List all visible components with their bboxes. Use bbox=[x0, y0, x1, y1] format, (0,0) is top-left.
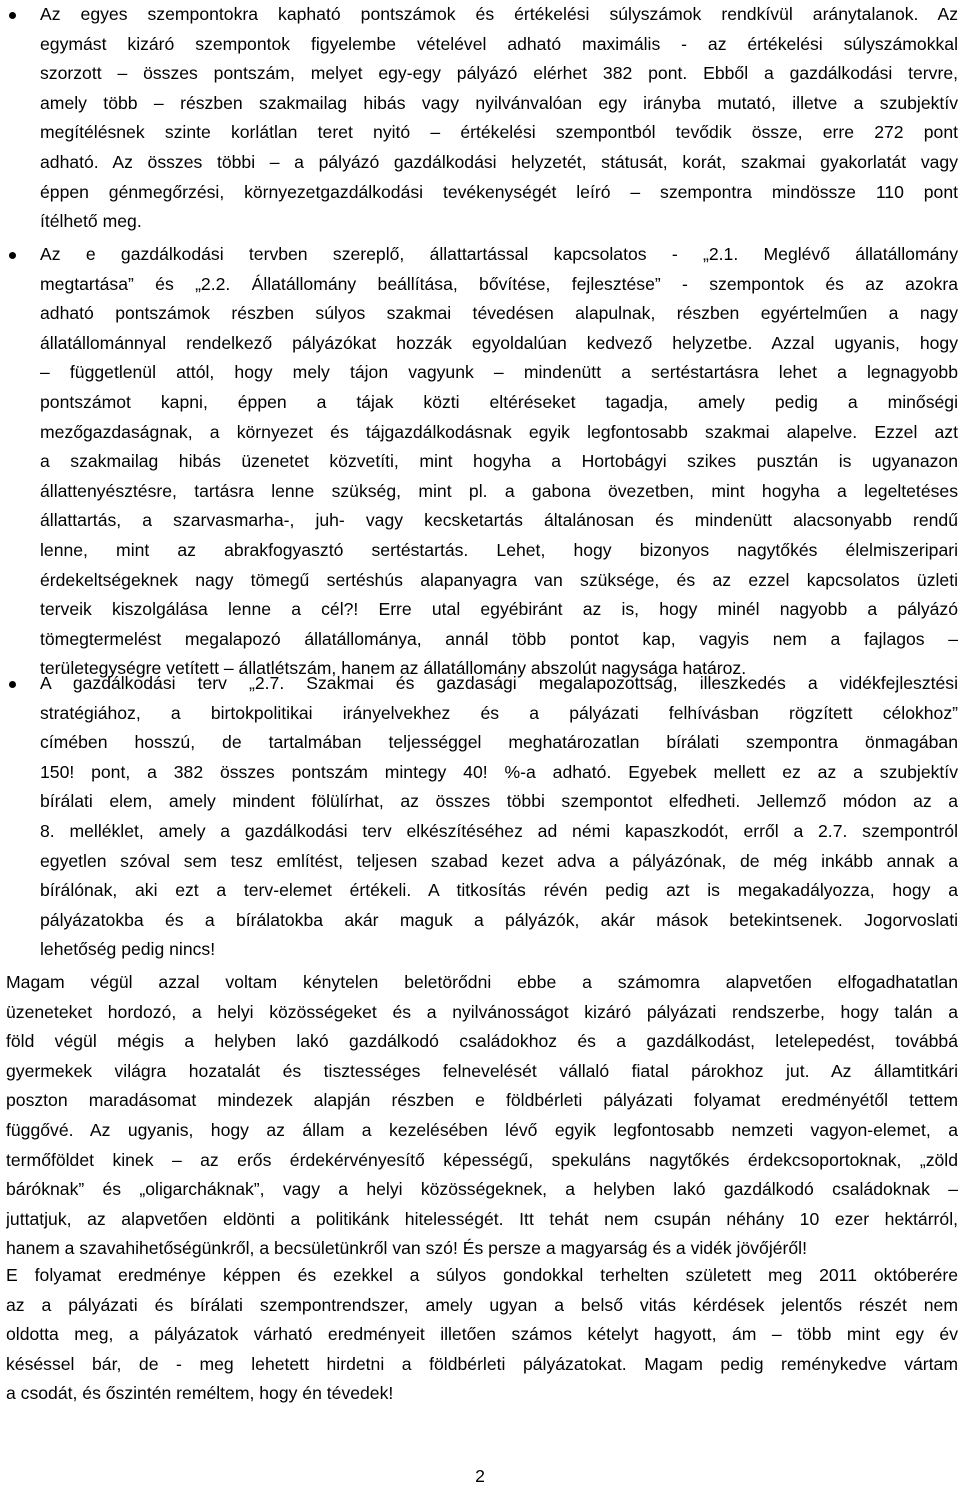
text-line: Az e gazdálkodási tervben szereplő, állattartással kapcsolatos - „2.1. Meglévő állatállomány bbox=[40, 244, 958, 264]
text-line: a csodát, és őszintén reméltem, hogy én tévedek! bbox=[6, 1383, 394, 1404]
text-line: 150! pont, a 382 összes pontszám mintegy 40! %-a adható. Egyebek mellett ez az a szubjektív bbox=[40, 761, 958, 782]
text-line: föld végül mégis a helyben lakó gazdálkodó családokhoz és a gazdálkodást, letelepedést, továbbá bbox=[6, 1031, 958, 1052]
paragraph bbox=[6, 968, 958, 1264]
text-line: üzeneteket hordozó, a helyi közösségeket és a nyilvánosságot kizáró pályázati rendszerbe, hogy talán a bbox=[6, 1001, 958, 1022]
text-line: stratégiához, a birtokpolitikai irányelvekhez és a pályázati felhívásban rögzített célokhoz” bbox=[40, 702, 958, 723]
text-line: juttatjuk, az alapvetően eldönti a politikánk hitelességét. Itt tehát nem csupán néhány 10 ezer hektárról, bbox=[6, 1208, 958, 1229]
text-line: hanem a szavahihetőségünkről, a becsületünkről van szó! És persze a magyarság és a vidék jövőjéről! bbox=[6, 1238, 807, 1259]
text-line: amely több – részben szakmailag hibás vagy nyilvánvalóan egy irányba mutató, illetve a szubjektív bbox=[40, 92, 958, 113]
bullet-dot-icon bbox=[9, 681, 16, 688]
text-line: gyermekek világra hozatalát és tisztességes felnevelését vállaló fiatal párokhoz jut. Az államtitkári bbox=[6, 1060, 958, 1081]
text-line: állatállománnyal rendelkező pályázókat hozzák egyoldalúan kedvező helyzetbe. Azzal ugyanis, hogy bbox=[40, 332, 958, 353]
text-line: termőföldet kinek – az erős érdekérvényesítő képességű, spekuláns nagytőkés érdekcsoportoknak, „zöld bbox=[6, 1149, 958, 1170]
bullet-text bbox=[40, 240, 958, 684]
text-line: bírálati elem, amely mindent fölülírhat, az összes többi szempontot elfedheti. Jellemző módon az a bbox=[40, 791, 958, 812]
text-line: báróknak” és „oligarcháknak”, vagy a helyi közösségeknek, a helyben lakó gazdálkodó családoknak – bbox=[6, 1179, 958, 1200]
bullet-text bbox=[40, 0, 958, 237]
text-line: E folyamat eredménye képpen és ezekkel a súlyos gondokkal terhelten született meg 2011 októberére bbox=[6, 1265, 958, 1285]
text-line: állattenyésztésre, tartásra lenne szükség, mint pl. a gabona övezetben, mint hogyha a legeltetéses bbox=[40, 480, 958, 501]
text-line: Az egyes szempontokra kapható pontszámok és értékelési súlyszámok rendkívül aránytalanok. Az bbox=[40, 4, 958, 24]
text-line: késéssel bár, de - meg lehetett hirdetni a földbérleti pályázatokat. Magam pedig reménykedve vártam bbox=[6, 1353, 958, 1374]
text-line: ítélhető meg. bbox=[40, 211, 142, 232]
text-line: éppen génmegőrzési, környezetgazdálkodási tevékenységét leíró – szempontra mindössze 110 pont bbox=[40, 181, 958, 202]
text-line: 8. melléklet, amely a gazdálkodási terv elkészítéséhez ad némi kapaszkodót, erről a 2.7. szempontról bbox=[40, 820, 958, 841]
text-line: területegységre vetített – állatlétszám, hanem az állatállomány abszolút nagysága határoz. bbox=[40, 658, 747, 679]
text-line: megítélésnek szinte korlátlan teret nyitó – értékelési szempontból tevődik össze, erre 272 pont bbox=[40, 122, 958, 143]
text-line: lehetőség pedig nincs! bbox=[40, 939, 216, 960]
bullet-text bbox=[40, 669, 958, 965]
text-line: terveik kiszolgálása lenne a cél?! Erre utal egyébiránt az is, hogy minél nagyobb a pályázó bbox=[40, 599, 958, 620]
text-line: egyetlen szóval sem tesz említést, teljesen szabad kezet adva a pályázónak, de még inkább annak a bbox=[40, 850, 958, 871]
text-line: poszton maradásomat mindezek alapján részben e földbérleti pályázati folyamat eredményétől tettem bbox=[6, 1090, 958, 1111]
bullet-dot-icon bbox=[9, 252, 16, 259]
text-line: az a pályázati és bírálati szempontrendszer, amely ugyan a belső vitás kérdések jelentős részét nem bbox=[6, 1294, 958, 1315]
text-line: címében hosszú, de tartalmában teljességgel meghatározatlan bírálati szempontra önmagában bbox=[40, 732, 958, 753]
text-line: megtartása” és „2.2. Állatállomány beállítása, bővítése, fejlesztése” - szempontok és az azokra bbox=[40, 273, 958, 294]
text-line: állattartás, a szarvasmarha-, juh- vagy kecsketartás általánosan és mindenütt alacsonyabb rendű bbox=[40, 510, 958, 531]
text-line: A gazdálkodási terv „2.7. Szakmai és gazdasági megalapozottság, illeszkedés a vidékfejlesztési bbox=[40, 673, 958, 693]
text-line: függővé. Az ugyanis, hogy az állam a kezelésében lévő egyik legfontosabb nemzeti vagyon-elemet, a bbox=[6, 1119, 958, 1140]
text-line: adható pontszámok részben súlyos szakmai tévedésen alapulnak, részben egyértelműen a nagy bbox=[40, 303, 958, 324]
text-line: pontszámot kapni, éppen a tájak közti eltéréseket tagadja, amely pedig a minőségi bbox=[40, 391, 958, 412]
text-line: – függetlenül attól, hogy mely tájon vagyunk – mindenütt a sertéstartásra lehet a legnagyobb bbox=[40, 362, 958, 383]
text-line: Magam végül azzal voltam kénytelen beletörődni ebbe a számomra alapvetően elfogadhatatlan bbox=[6, 972, 958, 992]
page-number: 2 bbox=[475, 1466, 485, 1486]
text-line: oldotta meg, a pályázatok várható eredményeit illetően számos kételyt hagyott, ám – több mint egy év bbox=[6, 1324, 958, 1345]
text-line: egymást kizáró szempontok figyelembe vételével adható maximális - az értékelési súlyszámokkal bbox=[40, 33, 958, 54]
bullet-dot-icon bbox=[9, 12, 16, 19]
text-line: lenne, mint az abrakfogyasztó sertéstartás. Lehet, hogy bizonyos nagytőkés élelmiszeripari bbox=[40, 539, 958, 560]
text-line: érdekeltségeknek nagy tömegű sertéshús alapanyagra van szüksége, és az ezzel kapcsolatos üzleti bbox=[40, 569, 958, 590]
paragraph bbox=[6, 1261, 958, 1409]
text-line: mezőgazdaságnak, a környezet és tájgazdálkodásnak egyik legfontosabb szakmai alapelve. Ezzel azt bbox=[40, 421, 958, 442]
text-line: bírálónak, aki ezt a terv-elemet értékeli. A titkosítás révén pedig azt is megakadályozza, hogy a bbox=[40, 880, 958, 901]
text-line: tömegtermelést megalapozó állatállománya, annál több pontot kap, vagyis nem a fajlagos – bbox=[40, 628, 958, 649]
text-line: szorzott – összes pontszám, melyet egy-egy pályázó elérhet 382 pont. Ebből a gazdálkodási tervre, bbox=[40, 63, 958, 84]
text-line: a szakmailag hibás üzenetet közvetíti, mint hogyha a Hortobágyi szikes pusztán is ugyanazon bbox=[40, 451, 958, 472]
text-line: pályázatokba és a bírálatokba akár maguk a pályázók, akár mások betekintsenek. Jogorvoslati bbox=[40, 909, 958, 930]
text-line: adható. Az összes többi – a pályázó gazdálkodási helyzetét, státusát, korát, szakmai gyakorlatát vagy bbox=[40, 151, 958, 172]
